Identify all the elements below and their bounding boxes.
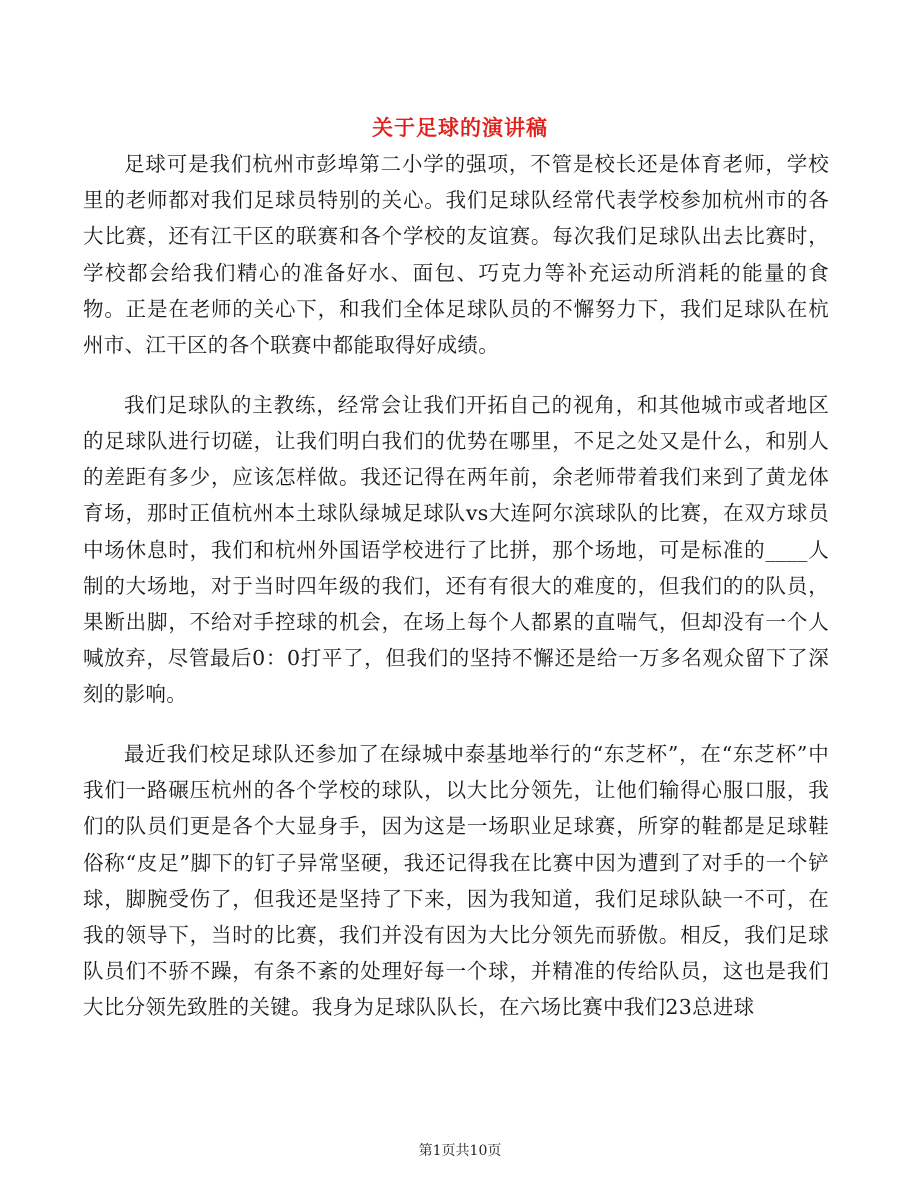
paragraph-2: 我们足球队的主教练，经常会让我们开拓自己的视角，和其他城市或者地区的足球队进行切磋，让我们明白我们的优势在哪里，不足之处又是什么，和别人的差距有多少，应该怎样做。我还记得在两年前，余老师带着我们来到了黄龙体育场，那时正值杭州本土球队绿城足球队vs大连阿尔滨球队的比赛，在双方球员中场休息时，我们和杭州外国语学校进行了比拼，那个场地，可是标准的____人制的大场地，对于当时四年级的我们，还有有很大的难度的，但我们的的队员，果断出脚，不给对手控球的机会，在场上每个人都累的直喘气，但却没有一个人喊放弃，尽管最后0：0打平了，但我们的坚持不懈还是给一万多名观众留下了深刻的影响。: [83, 392, 829, 707]
paragraph-3: 最近我们校足球队还参加了在绿城中泰基地举行的“东芝杯”，在“东芝杯”中我们一路碾压杭州的各个学校的球队，以大比分领先，让他们输得心服口服，我们的队员们更是各个大显身手，因为这是一场职业足球赛，所穿的鞋都是足球鞋俗称“皮足”脚下的钉子异常坚硬，我还记得我在比赛中因为遭到了对手的一个铲球，脚腕受伤了，但我还是坚持了下来，因为我知道，我们足球队缺一不可，在我的领导下，当时的比赛，我们并没有因为大比分领先而骄傲。相反，我们足球队员们不骄不躁，有条不紊的处理好每一个球，并精准的传给队员，这也是我们大比分领先致胜的关键。我身为足球队队长，在六场比赛中我们23总进球: [83, 742, 829, 1020]
document-body: [83, 146, 829, 1026]
paragraph-1: 足球可是我们杭州市彭埠第二小学的强项，不管是校长还是体育老师，学校里的老师都对我们足球员特别的关心。我们足球队经常代表学校参加杭州市的各大比赛，还有江干区的联赛和各个学校的友谊赛。每次我们足球队出去比赛时，学校都会给我们精心的准备好水、面包、巧克力等补充运动所消耗的能量的食物。正是在老师的关心下，和我们全体足球队员的不懈努力下，我们足球队在杭州市、江干区的各个联赛中都能取得好成绩。: [83, 152, 829, 358]
document-title: 关于足球的演讲稿: [372, 115, 548, 140]
page-number: 第1页共10页: [418, 1143, 502, 1159]
